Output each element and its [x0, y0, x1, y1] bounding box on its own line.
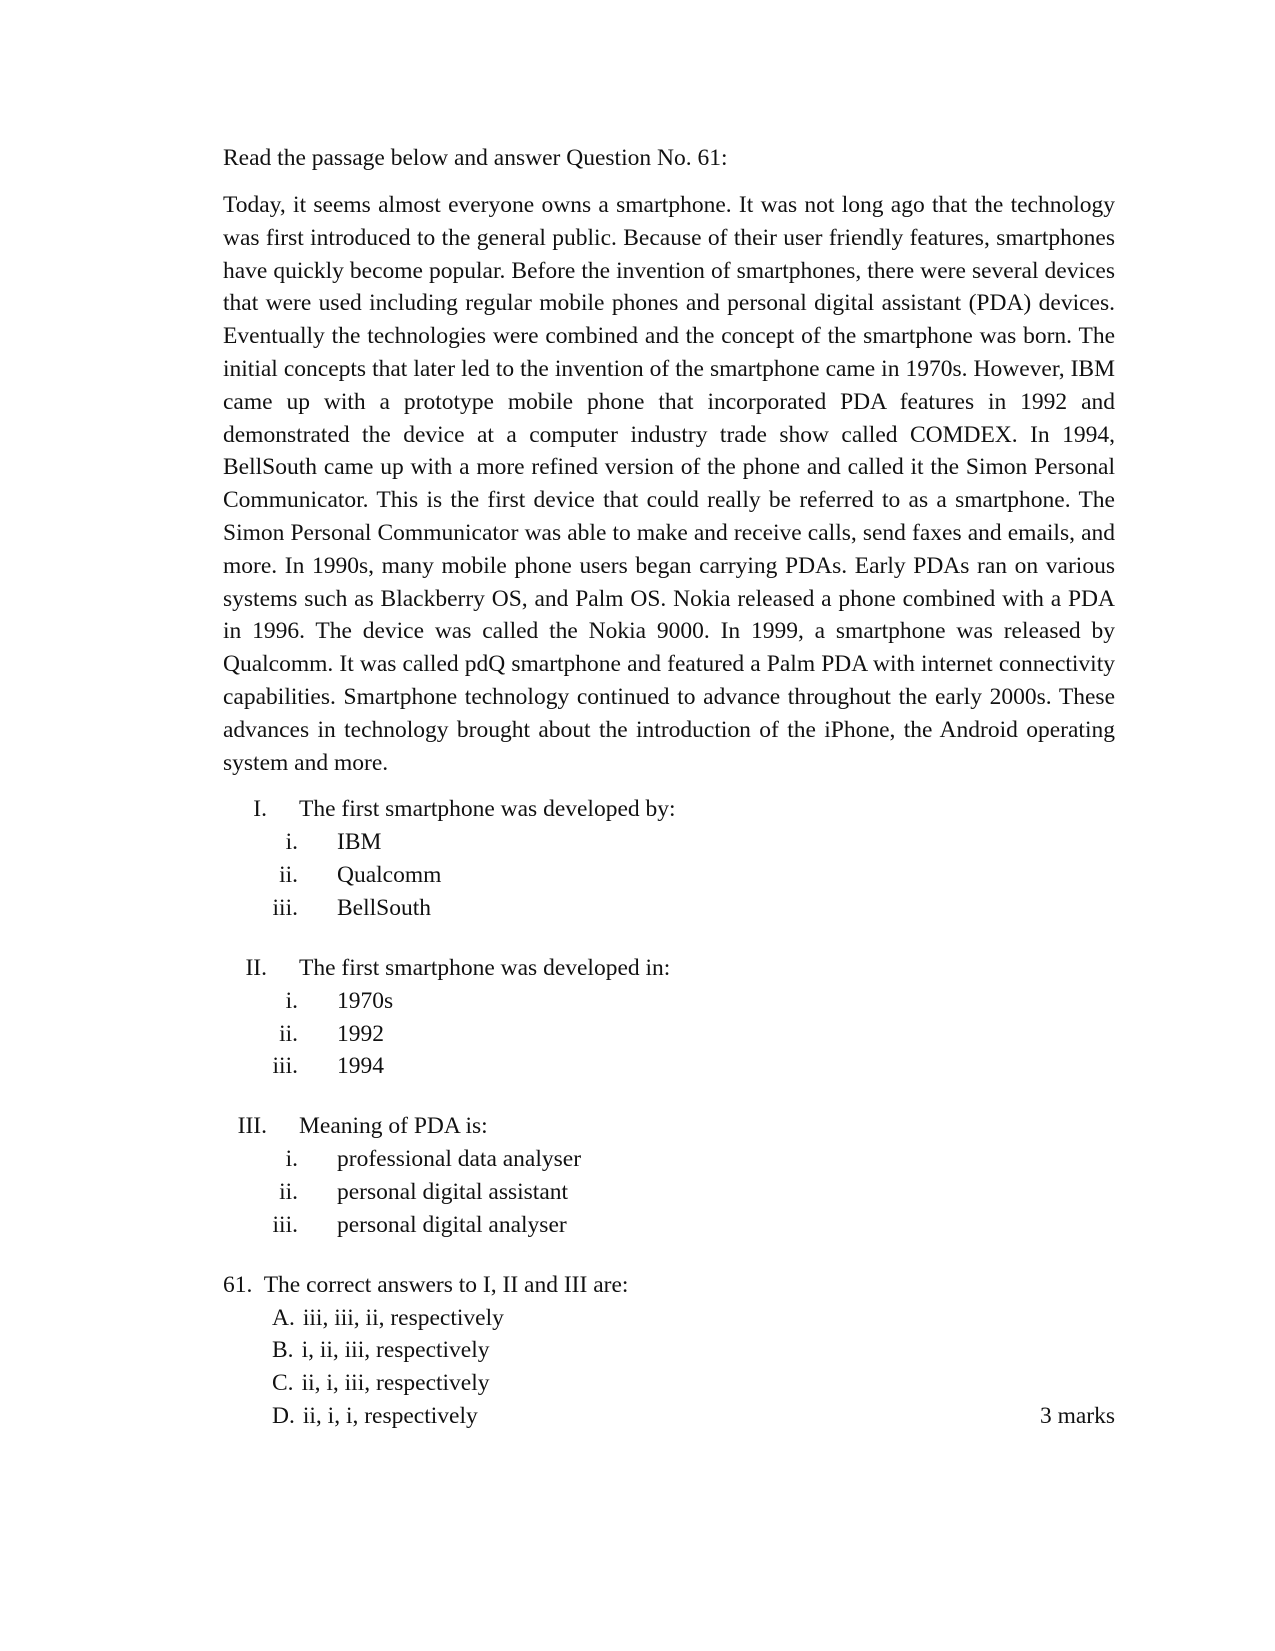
option-numeral: ii.	[279, 1020, 298, 1047]
question-stem: The correct answers to I, II and III are:	[263, 1271, 629, 1298]
passage-instruction: Read the passage below and answer Question No. 61:	[223, 145, 728, 171]
option-item	[223, 826, 1115, 859]
choice-letter: B.	[272, 1337, 294, 1364]
option-text: Qualcomm	[337, 862, 442, 889]
choice-text: ii, i, iii, respectively	[301, 1370, 490, 1397]
sub-question-1	[223, 793, 1115, 924]
option-item	[223, 1176, 1115, 1209]
sub-question-prompt: The first smartphone was developed in:	[299, 954, 671, 981]
choice-text: ii, i, i, respectively	[302, 1402, 478, 1429]
sub-question-2	[223, 952, 1115, 1083]
option-numeral: ii.	[279, 862, 298, 889]
choice-text: i, ii, iii, respectively	[301, 1337, 490, 1364]
choice-letter: D.	[272, 1402, 295, 1429]
option-text: IBM	[337, 829, 382, 856]
reading-passage: Today, it seems almost everyone owns a smartphone. It was not long ago that the technology was first introduced to the general public. Because of their user friendly features, smartphones have quickly become popular. Before the invention of smartphones, there were several devices that were used including regular mobile phones and personal digital assistant (PDA) devices. Eventually the technologies were combined and the concept of the smartphone was born. The initial concepts that later led to the invention of the smartphone came in 1970s. However, IBM came up with a prototype mobile phone that incorporated PDA features in 1992 and demonstrated the device at a computer industry trade show called COMDEX. In 1994, BellSouth came up with a more refined version of the phone and called it the Simon Personal Communicator. This is the first device that could really be referred to as a smartphone. The Simon Personal Communicator was able to make and receive calls, send faxes and emails, and more. In 1990s, many mobile phone users began carrying PDAs. Early PDAs ran on various systems such as Blackberry OS, and Palm OS. Nokia released a phone combined with a PDA in 1996. The device was called the Nokia 9000. In 1999, a smartphone was released by Qualcomm. It was called pdQ smartphone and featured a Palm PDA with internet connectivity capabilities. Smartphone technology continued to advance throughout the early 2000s. These advances in technology brought about the introduction of the iPhone, the Android operating system and more.	[223, 192, 1115, 776]
choice-letter: C.	[272, 1370, 294, 1397]
option-numeral: i.	[285, 987, 298, 1014]
option-numeral: i.	[285, 1146, 298, 1173]
answer-choice-b[interactable]	[223, 1334, 1115, 1367]
option-item	[223, 985, 1115, 1018]
option-item	[223, 1018, 1115, 1051]
option-text: personal digital analyser	[337, 1211, 567, 1238]
option-item	[223, 1050, 1115, 1083]
option-item	[223, 892, 1115, 925]
sub-question-numeral: II.	[245, 954, 267, 981]
sub-question-3	[223, 1110, 1115, 1241]
option-numeral: iii.	[272, 894, 298, 921]
option-text: professional data analyser	[337, 1146, 582, 1173]
question-61	[223, 1269, 1115, 1433]
option-numeral: i.	[285, 829, 298, 856]
option-item	[223, 1143, 1115, 1176]
sub-question-numeral: III.	[237, 1113, 267, 1140]
option-text: 1994	[337, 1053, 384, 1080]
exam-page	[223, 142, 1115, 1433]
option-text: BellSouth	[337, 894, 432, 921]
option-numeral: ii.	[279, 1178, 298, 1205]
option-numeral: iii.	[272, 1053, 298, 1080]
option-item	[223, 1209, 1115, 1242]
choice-text: iii, iii, ii, respectively	[302, 1304, 504, 1331]
sub-question-prompt: Meaning of PDA is:	[299, 1113, 488, 1140]
choice-letter: A.	[272, 1304, 295, 1331]
answer-choice-d[interactable]	[223, 1400, 1115, 1433]
option-text: personal digital assistant	[337, 1178, 569, 1205]
option-item	[223, 859, 1115, 892]
question-number: 61.	[223, 1271, 253, 1298]
answer-choice-c[interactable]	[223, 1367, 1115, 1400]
sub-question-prompt: The first smartphone was developed by:	[299, 796, 676, 823]
answer-choice-a[interactable]	[223, 1302, 1115, 1335]
option-text: 1992	[337, 1020, 384, 1047]
option-text: 1970s	[337, 987, 394, 1014]
sub-question-numeral: I.	[253, 796, 267, 823]
option-numeral: iii.	[272, 1211, 298, 1238]
marks-label: 3 marks	[1039, 1402, 1115, 1429]
